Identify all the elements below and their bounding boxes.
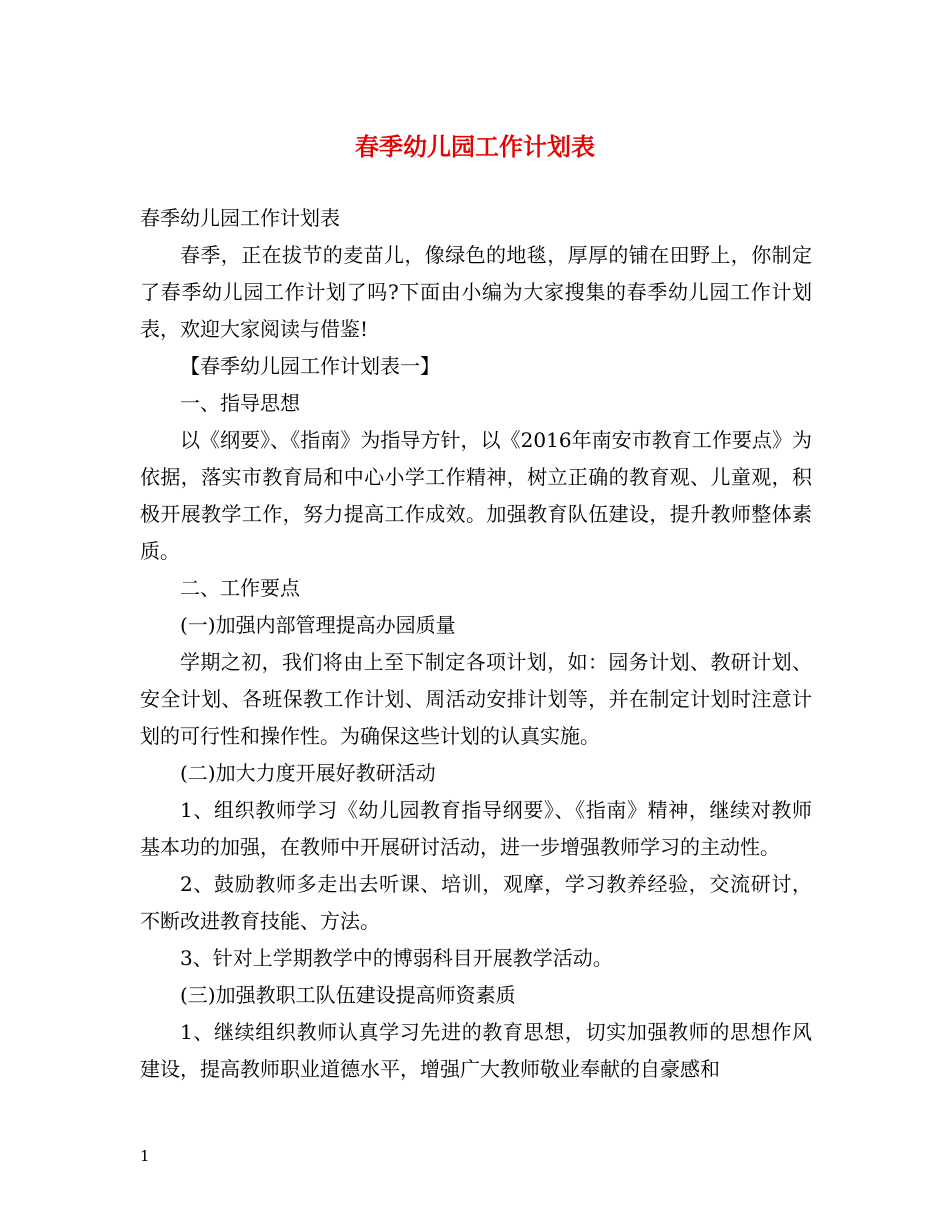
document-body [140,200,812,1088]
list-item: 2、鼓励教师多走出去听课、培训，观摩，学习教养经验，交流研讨，不断改进教育技能、方法。 [140,872,812,933]
subsection-heading: (二)加大力度开展好教研活动 [180,761,436,785]
page-title: 春季幼儿园工作计划表 [355,132,595,161]
paragraph: 学期之初，我们将由上至下制定各项计划，如：园务计划、教研计划、安全计划、各班保教工作计划、周活动安排计划等，并在制定计划时注意计划的可行性和操作性。为确保这些计划的认真实施。 [140,650,812,748]
paragraph: 春季，正在拔节的麦苗儿，像绿色的地毯，厚厚的铺在田野上，你制定了春季幼儿园工作计划了吗?下面由小编为大家搜集的春季幼儿园工作计划表，欢迎大家阅读与借鉴! [140,243,812,341]
list-item: 1、组织教师学习《幼儿园教育指导纲要》、《指南》精神，继续对教师基本功的加强，在教师中开展研讨活动，进一步增强教师学习的主动性。 [140,798,812,859]
list-item: 1、继续组织教师认真学习先进的教育思想，切实加强教师的思想作风建设，提高教师职业道德水平，增强广大教师敬业奉献的自豪感和 [140,1020,812,1081]
page-number: 1 [140,1147,150,1165]
paragraph: 春季幼儿园工作计划表 [140,206,340,230]
subsection-heading: (三)加强教职工队伍建设提高师资素质 [180,983,516,1007]
list-item: 3、针对上学期教学中的博弱科目开展教学活动。 [180,946,613,970]
section-heading: 一、指导思想 [180,391,300,415]
section-heading: 二、工作要点 [180,576,300,600]
paragraph: 以《纲要》、《指南》为指导方针，以《2016年南安市教育工作要点》为依据，落实市教育局和中心小学工作精神，树立正确的教育观、儿童观，积极开展教学工作，努力提高工作成效。加强教育队伍建设，提升教师整体素质。 [140,428,812,563]
subsection-heading: (一)加强内部管理提高办园质量 [180,613,456,637]
section-heading: 【春季幼儿园工作计划表一】 [180,354,440,378]
